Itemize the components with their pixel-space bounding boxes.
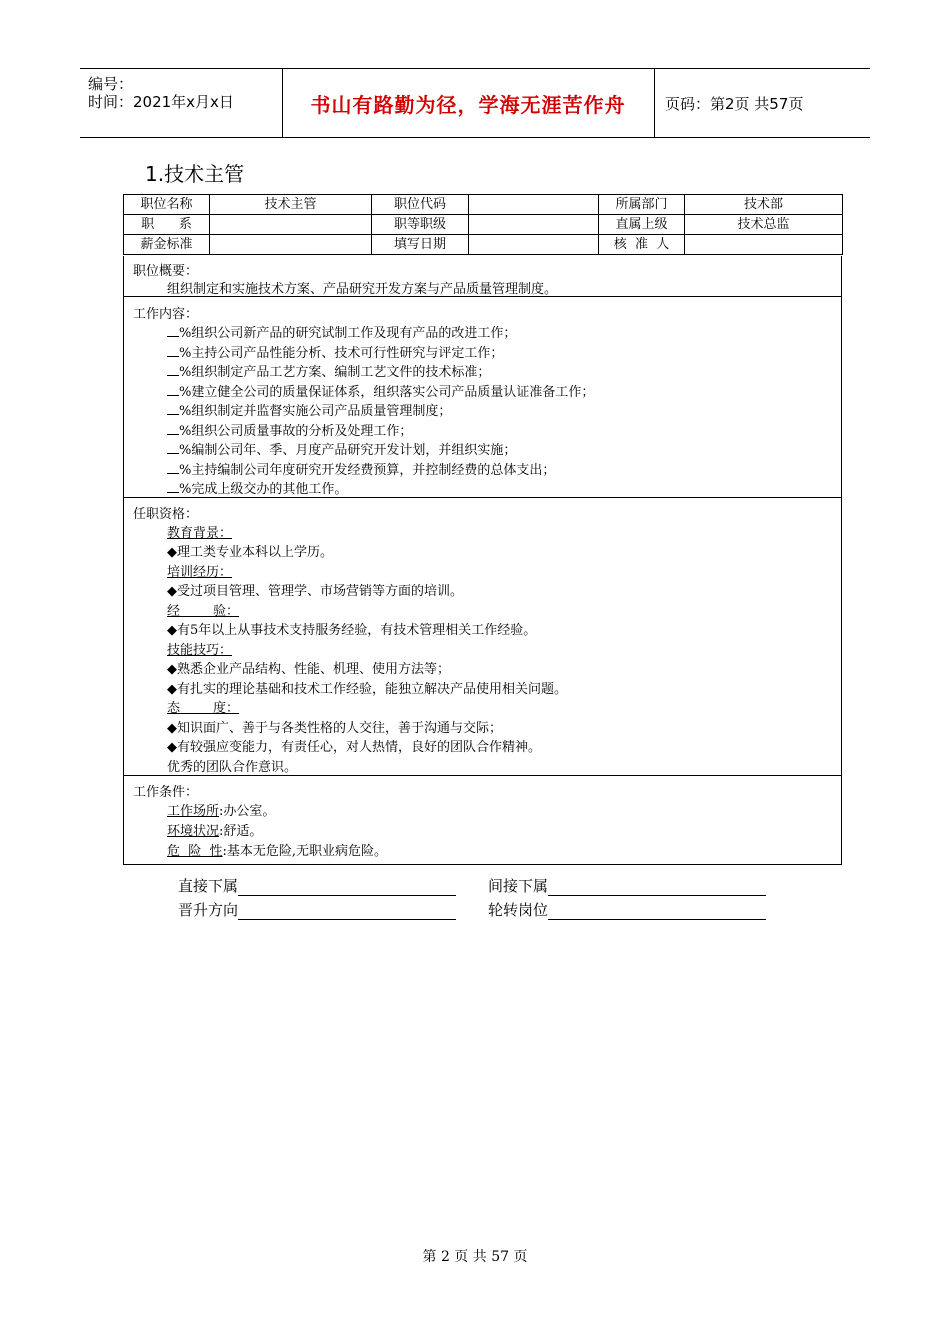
blank-line <box>548 879 766 896</box>
blank-line <box>238 903 456 920</box>
experience-heading: 经 验： <box>167 604 240 619</box>
job-info-table <box>123 194 843 255</box>
duties-label: 工作内容： <box>133 307 199 322</box>
cell-value: 技术总监 <box>685 215 843 235</box>
skills-text: ◆有扎实的理论基础和技术工作经验，能独立解决产品使用相关问题。 <box>167 682 567 697</box>
skills-text: ◆熟悉企业产品结构、性能、机理、使用方法等； <box>167 662 450 677</box>
cell-value <box>469 195 599 215</box>
header-slogan <box>282 69 655 137</box>
attitude-text: ◆有较强应变能力，有责任心，对人热情，良好的团队合作精神。 <box>167 740 541 755</box>
cell-label: 职 系 <box>124 215 210 235</box>
table-row <box>124 215 843 235</box>
table-row <box>124 195 843 215</box>
conditions-section <box>123 776 842 865</box>
list-item: %主持编制公司年度研究开发经费预算，并控制经费的总体支出； <box>167 459 555 478</box>
cell-label: 核 准 人 <box>599 235 685 255</box>
cell-value: 技术部 <box>685 195 843 215</box>
summary-text: 组织制定和实施技术方案、产品研究开发方案与产品质量管理制度。 <box>167 282 558 297</box>
section-title: 1.技术主管 <box>145 162 245 186</box>
cell-value <box>685 235 843 255</box>
qualifications-label: 任职资格： <box>133 507 199 522</box>
time-label: 时间：2021年x月x日 <box>88 93 234 111</box>
cell-value <box>469 215 599 235</box>
list-item: %组织公司新产品的研究试制工作及现有产品的改进工作； <box>167 322 516 341</box>
duties-section <box>123 297 842 498</box>
environment: 环境状况:舒适。 <box>167 824 263 839</box>
training-heading: 培训经历： <box>167 565 233 580</box>
cell-value <box>210 235 372 255</box>
work-place: 工作场所:办公室。 <box>167 804 276 819</box>
cell-label: 所属部门 <box>599 195 685 215</box>
qualifications-section <box>123 498 842 776</box>
list-item: %编制公司年、季、月度产品研究开发计划，并组织实施； <box>167 439 516 458</box>
cell-value <box>469 235 599 255</box>
skills-heading: 技能技巧： <box>167 643 233 658</box>
blank-line <box>548 903 766 920</box>
page-header <box>80 68 870 138</box>
experience-text: ◆有5年以上从事技术支持服务经验，有技术管理相关工作经验。 <box>167 623 537 638</box>
attitude-text: ◆知识面广、善于与各类性格的人交往，善于沟通与交际； <box>167 721 502 736</box>
promotion-label: 晋升方向 <box>178 901 239 919</box>
indirect-subordinate-field <box>488 875 766 896</box>
attitude-text: 优秀的团队合作意识。 <box>167 760 298 775</box>
direct-subordinate-field <box>178 875 456 896</box>
conditions-label: 工作条件： <box>133 785 199 800</box>
direct-subordinate-label: 直接下属 <box>178 877 239 895</box>
education-heading: 教育背景： <box>167 526 233 541</box>
summary-section <box>123 256 842 297</box>
list-item: %建立健全公司的质量保证体系，组织落实公司产品质量认证准备工作； <box>167 381 594 400</box>
page-footer: 第 2 页 共 57 页 <box>422 1249 528 1265</box>
list-item: %组织制定并监督实施公司产品质量管理制度； <box>167 400 451 419</box>
cell-value <box>210 215 372 235</box>
cell-label: 直属上级 <box>599 215 685 235</box>
indirect-subordinate-label: 间接下属 <box>488 877 549 895</box>
list-item: %完成上级交办的其他工作。 <box>167 478 347 497</box>
header-meta <box>80 69 283 137</box>
risk: 危 险 性:基本无危险,无职业病危险。 <box>167 844 388 859</box>
rotation-label: 轮转岗位 <box>488 901 549 919</box>
list-item: %组织制定产品工艺方案、编制工艺文件的技术标准； <box>167 361 490 380</box>
slogan-text: 书山有路勤为径，学海无涯苦作舟 <box>310 92 626 117</box>
education-text: ◆理工类专业本科以上学历。 <box>167 545 333 560</box>
training-text: ◆受过项目管理、管理学、市场营销等方面的培训。 <box>167 584 463 599</box>
number-label: 编号： <box>88 75 134 93</box>
table-row <box>124 235 843 255</box>
promotion-field <box>178 899 456 920</box>
cell-label: 职等职级 <box>372 215 469 235</box>
list-item: %组织公司质量事故的分析及处理工作； <box>167 420 412 439</box>
list-item: %主持公司产品性能分析、技术可行性研究与评定工作； <box>167 342 503 361</box>
cell-label: 填写日期 <box>372 235 469 255</box>
rotation-field <box>488 899 766 920</box>
cell-label: 职位代码 <box>372 195 469 215</box>
header-page <box>655 69 870 137</box>
cell-label: 职位名称 <box>124 195 210 215</box>
cell-value: 技术主管 <box>210 195 372 215</box>
summary-label: 职位概要： <box>133 264 199 279</box>
blank-line <box>238 879 456 896</box>
attitude-heading: 态 度： <box>167 701 240 716</box>
page-number-label: 页码：第2页 共57页 <box>665 94 804 113</box>
cell-label: 薪金标准 <box>124 235 210 255</box>
